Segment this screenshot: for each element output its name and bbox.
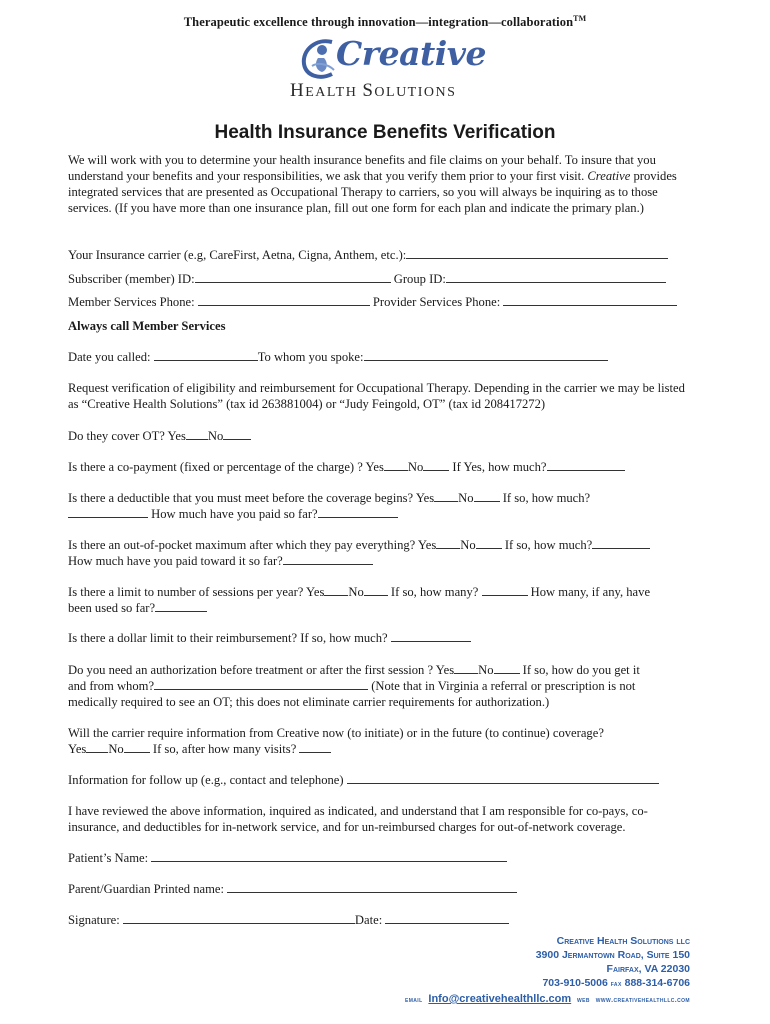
cover-no-field[interactable]	[223, 428, 251, 440]
carrier-yes-field[interactable]	[86, 741, 108, 753]
email-link[interactable]: Info@creativehealthllc.com	[428, 993, 572, 1005]
intro-paragraph: We will work with you to determine your health insurance benefits and file claims on your behalf. To insure that you understand your benefits and your responsibilities, we ask that you verify them prior to your first visit. Creative provides integrated services that are presented as Occupational Therapy to carriers, so you will always be inquiring as to those services. (If you have more than one insurance plan, fill out one form for each plan and indicate the primary plan.)	[68, 153, 677, 215]
cover-yes-field[interactable]	[186, 428, 208, 440]
q-carrier-info: Will the carrier require information from Creative now (to initiate) or in the future (to continue) coverage? Yes No If so, after how many visits?	[68, 726, 604, 756]
oop-no-field[interactable]	[476, 537, 502, 549]
logo-wordmark: Creative	[336, 34, 486, 73]
carrier-no-field[interactable]	[124, 741, 150, 753]
q-dollar-limit: Is there a dollar limit to their reimbursement? If so, how much?	[68, 630, 693, 646]
footer-city: Fairfax, VA 22030	[606, 963, 690, 975]
auth-no-field[interactable]	[494, 662, 520, 674]
footer-street: 3900 Jermantown Road, Suite 150	[535, 949, 690, 961]
q-session-limit: Is there a limit to number of sessions per year? Yes No If so, how many? How many, if any, have been used so far?	[68, 585, 651, 615]
phone-row: Member Services Phone: Provider Services Phone:	[68, 294, 693, 310]
limit-count-field[interactable]	[482, 584, 528, 596]
q-authorization: Do you need an authorization before treatment or after the first session ? Yes No If so, how do you get it and from whom? (Note that in Virginia a referral or prescription is not medically required to see an OT; this does not eliminate carrier requirements for authorization.)	[68, 663, 640, 709]
q-cover-ot: Do they cover OT? Yes No	[68, 428, 693, 444]
tagline	[0, 14, 770, 30]
copay-no-field[interactable]	[423, 459, 449, 471]
footer-company: Creative Health Solutions llc	[556, 935, 690, 947]
acknowledgement-paragraph: I have reviewed the above information, inquired as indicated, and understand that I am responsible for co-pays, co-insurance, and deductibles for in-network service, and for un-reimbursed charges for out-of-network coverage.	[68, 804, 648, 834]
signature-row: Signature: Date:	[68, 912, 693, 928]
q-deductible: Is there a deductible that you must meet before the coverage begins? Yes No If so, how much? How much have you paid so far?	[68, 491, 591, 521]
web-link[interactable]: www.creativehealthllc.com	[595, 997, 690, 1004]
patient-name-field[interactable]	[151, 850, 507, 862]
provider-phone-field[interactable]	[503, 294, 677, 306]
followup-field[interactable]	[347, 772, 659, 784]
q-followup: Information for follow up (e.g., contact and telephone)	[68, 772, 693, 788]
signature-field[interactable]	[123, 912, 355, 924]
company-footer	[405, 934, 690, 1008]
signature-date-field[interactable]	[385, 912, 509, 924]
deductible-amount-field[interactable]	[68, 506, 148, 518]
oop-paid-field[interactable]	[283, 553, 373, 565]
call-row: Date you called: To whom you spoke:	[68, 349, 693, 365]
group-id-field[interactable]	[446, 271, 666, 283]
auth-yes-field[interactable]	[454, 662, 478, 674]
logo-subtitle: HEALTH SOLUTIONS	[290, 80, 457, 101]
request-paragraph: Request verification of eligibility and reimbursement for Occupational Therapy. Depending in the carrier we may be listed as “Creative Health Solutions” (tax id 263881004) or “Judy Feingold, OT” (tax id 208417272)	[68, 381, 685, 411]
date-called-field[interactable]	[154, 349, 258, 361]
limit-used-field[interactable]	[155, 600, 207, 612]
q-copay: Is there a co-payment (fixed or percentage of the charge) ? Yes No If Yes, how much?	[68, 459, 693, 475]
patient-name-row: Patient’s Name:	[68, 850, 693, 866]
deductible-yes-field[interactable]	[434, 490, 458, 502]
copay-amount-field[interactable]	[547, 459, 625, 471]
subscriber-id-field[interactable]	[195, 271, 391, 283]
page-title: Health Insurance Benefits Verification	[214, 122, 556, 143]
tagline-text: Therapeutic excellence through innovation—integration—collaboration	[183, 15, 574, 30]
member-phone-field[interactable]	[198, 294, 370, 306]
carrier-visits-field[interactable]	[299, 741, 331, 753]
trademark-mark: TM	[573, 14, 587, 23]
guardian-row: Parent/Guardian Printed name:	[68, 881, 693, 897]
footer-phones: 703-910-5006 fax 888-314-6706	[542, 977, 690, 989]
footer-contact: email Info@creativehealthllc.com web www.creativehealthllc.com	[405, 993, 690, 1005]
oop-amount-field[interactable]	[592, 537, 650, 549]
limit-yes-field[interactable]	[324, 584, 348, 596]
guardian-name-field[interactable]	[227, 881, 517, 893]
limit-no-field[interactable]	[364, 584, 388, 596]
q-out-of-pocket: Is there an out-of-pocket maximum after which they pay everything? Yes No If so, how much? How much have you paid toward it so far?	[68, 537, 693, 569]
always-call-note: Always call Member Services	[68, 319, 226, 333]
carrier-field[interactable]	[406, 247, 668, 259]
auth-from-field[interactable]	[154, 678, 368, 690]
company-logo	[288, 36, 488, 100]
subscriber-row: Subscriber (member) ID: Group ID:	[68, 271, 693, 287]
whom-spoke-field[interactable]	[364, 349, 608, 361]
oop-yes-field[interactable]	[436, 537, 460, 549]
deductible-paid-field[interactable]	[318, 506, 398, 518]
deductible-no-field[interactable]	[474, 490, 500, 502]
carrier-row: Your Insurance carrier (e.g, CareFirst, Aetna, Cigna, Anthem, etc.):	[68, 247, 693, 263]
copay-yes-field[interactable]	[384, 459, 408, 471]
dollar-limit-field[interactable]	[391, 630, 471, 642]
